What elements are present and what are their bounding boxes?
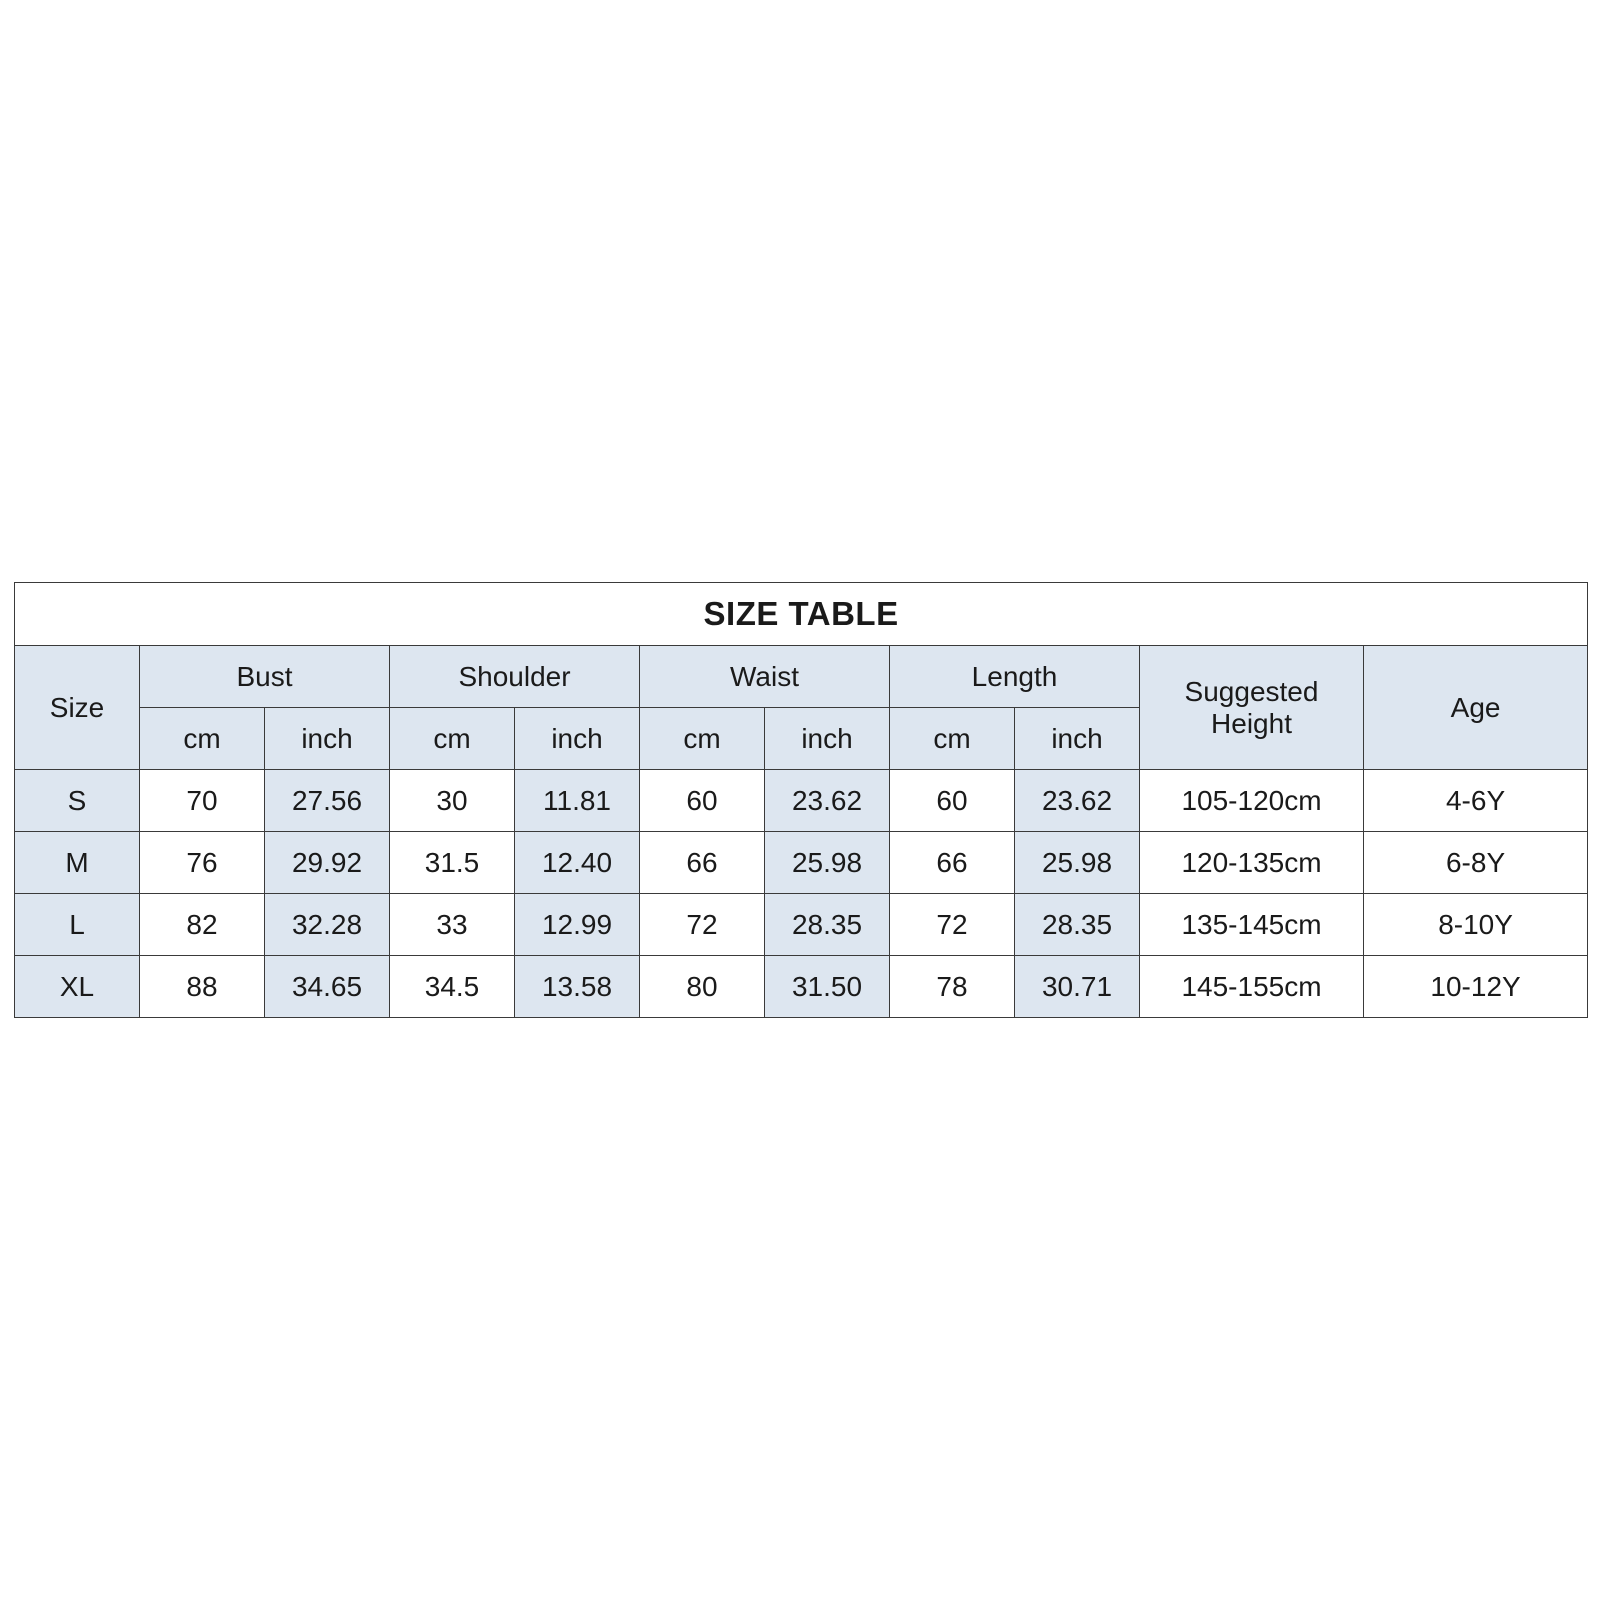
shoulder-cm-cell: 33 bbox=[390, 894, 515, 956]
size-cell: M bbox=[15, 832, 140, 894]
header-waist-inch: inch bbox=[765, 708, 890, 770]
table-row bbox=[15, 770, 1588, 832]
waist-inch-cell: 28.35 bbox=[765, 894, 890, 956]
table-title: SIZE TABLE bbox=[15, 583, 1588, 646]
waist-cm-cell: 66 bbox=[640, 832, 765, 894]
header-shoulder-inch: inch bbox=[515, 708, 640, 770]
length-inch-cell: 23.62 bbox=[1015, 770, 1140, 832]
header-shoulder: Shoulder bbox=[390, 646, 640, 708]
bust-inch-cell: 29.92 bbox=[265, 832, 390, 894]
header-length-cm: cm bbox=[890, 708, 1015, 770]
header-waist: Waist bbox=[640, 646, 890, 708]
waist-inch-cell: 31.50 bbox=[765, 956, 890, 1018]
header-suggested-height-line1: Suggested bbox=[1184, 675, 1319, 707]
header-suggested-height bbox=[1140, 646, 1364, 770]
bust-inch-cell: 34.65 bbox=[265, 956, 390, 1018]
size-cell: L bbox=[15, 894, 140, 956]
shoulder-inch-cell: 13.58 bbox=[515, 956, 640, 1018]
bust-cm-cell: 82 bbox=[140, 894, 265, 956]
header-size: Size bbox=[15, 646, 140, 770]
length-cm-cell: 60 bbox=[890, 770, 1015, 832]
size-cell: XL bbox=[15, 956, 140, 1018]
header-bust: Bust bbox=[140, 646, 390, 708]
header-length-inch: inch bbox=[1015, 708, 1140, 770]
shoulder-cm-cell: 31.5 bbox=[390, 832, 515, 894]
header-bust-cm: cm bbox=[140, 708, 265, 770]
bust-cm-cell: 70 bbox=[140, 770, 265, 832]
table-row bbox=[15, 832, 1588, 894]
shoulder-inch-cell: 12.40 bbox=[515, 832, 640, 894]
shoulder-cm-cell: 34.5 bbox=[390, 956, 515, 1018]
height-cell: 145-155cm bbox=[1140, 956, 1364, 1018]
age-cell: 6-8Y bbox=[1364, 832, 1588, 894]
header-length: Length bbox=[890, 646, 1140, 708]
shoulder-inch-cell: 11.81 bbox=[515, 770, 640, 832]
age-cell: 4-6Y bbox=[1364, 770, 1588, 832]
table-row bbox=[15, 956, 1588, 1018]
header-shoulder-cm: cm bbox=[390, 708, 515, 770]
waist-cm-cell: 72 bbox=[640, 894, 765, 956]
age-cell: 8-10Y bbox=[1364, 894, 1588, 956]
height-cell: 135-145cm bbox=[1140, 894, 1364, 956]
length-cm-cell: 78 bbox=[890, 956, 1015, 1018]
shoulder-inch-cell: 12.99 bbox=[515, 894, 640, 956]
waist-inch-cell: 23.62 bbox=[765, 770, 890, 832]
bust-inch-cell: 32.28 bbox=[265, 894, 390, 956]
waist-cm-cell: 80 bbox=[640, 956, 765, 1018]
height-cell: 105-120cm bbox=[1140, 770, 1364, 832]
length-inch-cell: 25.98 bbox=[1015, 832, 1140, 894]
bust-cm-cell: 76 bbox=[140, 832, 265, 894]
size-table bbox=[14, 582, 1588, 1018]
bust-inch-cell: 27.56 bbox=[265, 770, 390, 832]
header-waist-cm: cm bbox=[640, 708, 765, 770]
shoulder-cm-cell: 30 bbox=[390, 770, 515, 832]
height-cell: 120-135cm bbox=[1140, 832, 1364, 894]
waist-cm-cell: 60 bbox=[640, 770, 765, 832]
length-inch-cell: 30.71 bbox=[1015, 956, 1140, 1018]
bust-cm-cell: 88 bbox=[140, 956, 265, 1018]
length-cm-cell: 72 bbox=[890, 894, 1015, 956]
length-cm-cell: 66 bbox=[890, 832, 1015, 894]
header-age: Age bbox=[1364, 646, 1588, 770]
waist-inch-cell: 25.98 bbox=[765, 832, 890, 894]
age-cell: 10-12Y bbox=[1364, 956, 1588, 1018]
header-bust-inch: inch bbox=[265, 708, 390, 770]
size-cell: S bbox=[15, 770, 140, 832]
length-inch-cell: 28.35 bbox=[1015, 894, 1140, 956]
table-row bbox=[15, 894, 1588, 956]
header-suggested-height-line2: Height bbox=[1211, 707, 1292, 739]
